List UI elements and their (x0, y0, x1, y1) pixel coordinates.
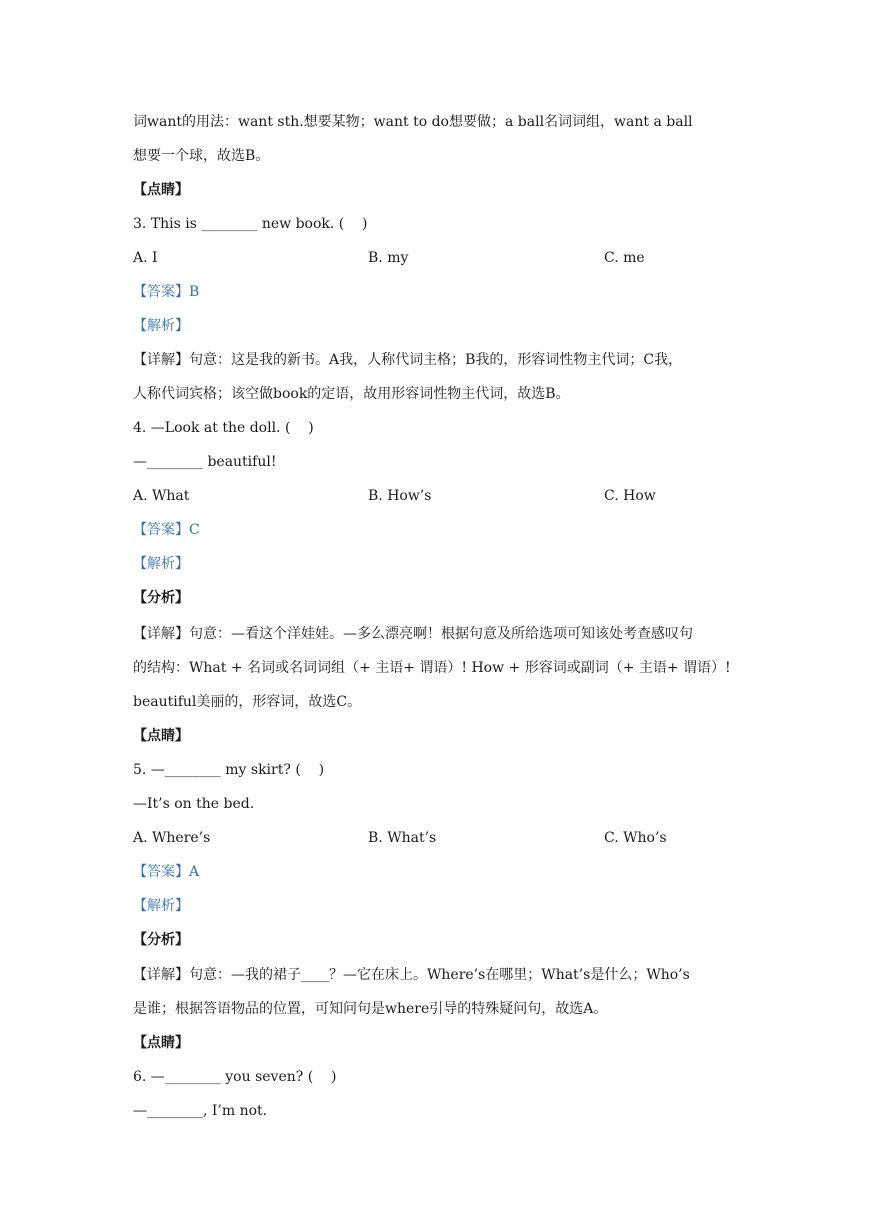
question-4: 4. —Look at the doll. ( ) (133, 420, 314, 436)
explanation-line: 词want的用法：want sth.想要某物；want to do想要做；a ball名词词组，want a ball (133, 114, 693, 130)
q3-option-c: C. me (604, 250, 645, 266)
question-3: 3. This is ________ new book. ( ) (133, 216, 368, 232)
q3-option-a: A. I (133, 250, 158, 266)
answer-tag: 【答案】B (133, 284, 200, 300)
question-5: 5. —________ my skirt? ( ) (133, 762, 325, 778)
comment-heading: 【点睛】 (133, 728, 189, 744)
q5-option-b: B. What’s (368, 830, 437, 846)
q4-option-c: C. How (604, 488, 656, 504)
detail-line: 是谁；根据答语物品的位置，可知问句是where引导的特殊疑问句，故选A。 (133, 1001, 608, 1017)
detail-line: 【详解】句意：这是我的新书。A我，人称代词主格；B我的，形容词性物主代词；C我， (133, 352, 683, 368)
analysis-tag: 【解析】 (133, 318, 189, 334)
question-6-reply: —________, I’m not. (133, 1103, 268, 1119)
q3-option-b: B. my (368, 250, 409, 266)
analysis-heading: 【分析】 (133, 590, 189, 606)
detail-line: beautiful美丽的，形容词，故选C。 (133, 694, 362, 710)
analysis-tag: 【解析】 (133, 898, 189, 914)
analysis-tag: 【解析】 (133, 556, 189, 572)
question-6: 6. —________ you seven? ( ) (133, 1069, 337, 1085)
detail-line: 人称代词宾格；该空做book的定语，故用形容词性物主代词，故选B。 (133, 386, 570, 402)
analysis-heading: 【分析】 (133, 932, 189, 948)
detail-line: 【详解】句意：—我的裙子____？—它在床上。Where’s在哪里；What’s是什么；Who’s (133, 967, 690, 983)
question-4-reply: —________ beautiful! (133, 454, 277, 470)
explanation-line: 想要一个球，故选B。 (133, 148, 270, 164)
detail-line: 【详解】句意：—看这个洋娃娃。—多么漂亮啊！根据句意及所给选项可知该处考查感叹句 (133, 626, 693, 642)
q5-option-c: C. Who’s (604, 830, 667, 846)
q4-option-a: A. What (133, 488, 190, 504)
q4-option-b: B. How’s (368, 488, 432, 504)
answer-tag: 【答案】C (133, 522, 200, 538)
question-5-reply: —It’s on the bed. (133, 796, 255, 812)
detail-line: 的结构：What + 名词或名词词组（+ 主语+ 谓语）! How + 形容词或副词（+ 主语+ 谓语）! (133, 660, 731, 676)
comment-heading: 【点睛】 (133, 1035, 189, 1051)
q5-option-a: A. Where’s (133, 830, 211, 846)
comment-heading: 【点睛】 (133, 182, 189, 198)
answer-tag: 【答案】A (133, 864, 200, 880)
